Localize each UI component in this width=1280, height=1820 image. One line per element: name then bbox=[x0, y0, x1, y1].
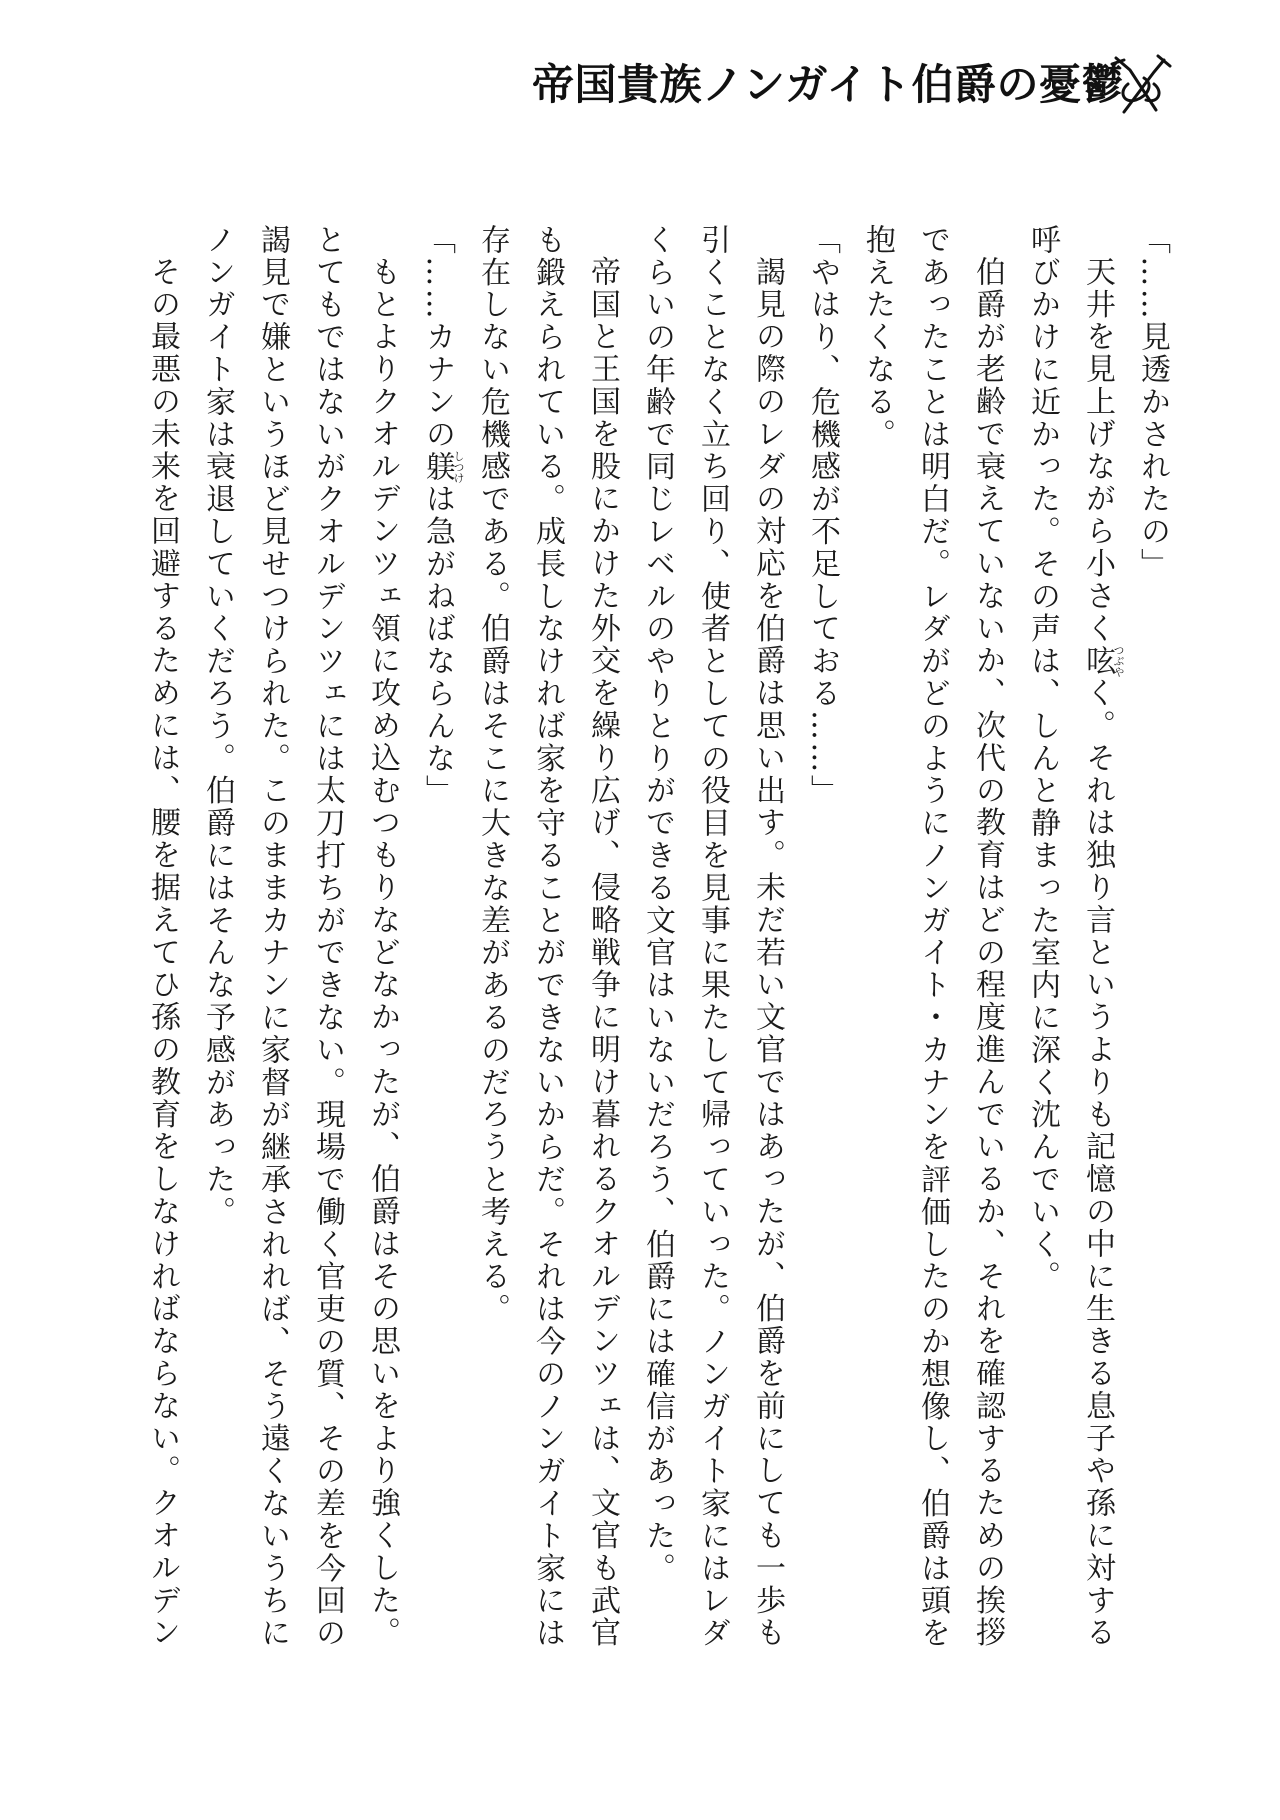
text-line: とてもではないがクオルデンツェには太刀打ちができない。現場で働く官吏の質、その差を今回の bbox=[310, 224, 345, 1650]
text-line: も鍛えられている。成長しなければ家を守ることができないからだ。それは今のノンガイト家には bbox=[530, 224, 565, 1650]
text-line: 帝国と王国を股にかけた外交を繰り広げ、侵略戦争に明け暮れるクオルデンツェは、文官も武官 bbox=[585, 256, 620, 1650]
text-line: 存在しない危機感である。伯爵はそこに大きな差があるのだろうと考える。 bbox=[475, 224, 510, 1326]
text-segment: は急がねばならんな」 bbox=[420, 483, 455, 808]
text-line: 謁見の際のレダの対応を伯爵は思い出す。未だ若い文官ではあったが、伯爵を前にしても一歩も bbox=[750, 256, 785, 1650]
ruby-text: つぶや bbox=[1112, 644, 1125, 678]
ruby-base: 呟 bbox=[1080, 644, 1115, 678]
text-line: であったことは明白だ。レダがどのようにノンガイト・カナンを評価したのか想像し、伯爵は頭を bbox=[915, 224, 950, 1650]
crossed-swords-ornament-icon bbox=[1110, 54, 1172, 116]
running-title: 帝国貴族ノンガイト伯爵の憂鬱 bbox=[532, 60, 1125, 109]
text-line: ノンガイト家は衰退していくだろう。伯爵にはそんな予感があった。 bbox=[200, 224, 235, 1229]
text-line bbox=[410, 224, 465, 1674]
text-line: 抱えたくなる。 bbox=[860, 224, 895, 451]
ruby-annotation bbox=[1080, 644, 1125, 678]
text-line: 伯爵が老齢で衰えていないか、次代の教育はどの程度進んでいるか、それを確認するための挨拶 bbox=[970, 256, 1005, 1650]
ruby-annotation bbox=[420, 450, 465, 484]
text-segment: 天井を見上げながら小さく bbox=[1080, 256, 1115, 646]
text-line bbox=[1070, 224, 1125, 1674]
text-line: 「……見透かされたの」 bbox=[1135, 224, 1170, 581]
text-segment: く。それは独り言というよりも記憶の中に生きる息子や孫に対する bbox=[1080, 677, 1115, 1650]
text-line: 引くことなく立ち回り、使者としての役目を見事に果たして帰っていった。ノンガイト家にはレダ bbox=[695, 224, 730, 1650]
vertical-body-text bbox=[135, 224, 1180, 1674]
text-segment: 「……カナンの bbox=[420, 224, 455, 451]
text-line: 謁見で嫌というほど見せつけられた。このままカナンに家督が継承されれば、そう遠くないうちに bbox=[255, 224, 290, 1650]
text-line: もとよりクオルデンツェ領に攻め込むつもりなどなかったが、伯爵はその思いをより強くした。 bbox=[365, 256, 400, 1650]
text-line: くらいの年齢で同じレベルのやりとりができる文官はいないだろう、伯爵には確信があった。 bbox=[640, 224, 675, 1585]
text-line: その最悪の未来を回避するためには、腰を据えてひ孫の教育をしなければならない。クオルデン bbox=[145, 256, 180, 1650]
ruby-base: 躾 bbox=[420, 450, 455, 484]
text-line: 呼びかけに近かった。その声は、しんと静まった室内に深く沈んでいく。 bbox=[1025, 224, 1060, 1294]
ruby-text: しつけ bbox=[452, 450, 465, 484]
text-line: 「やはり、危機感が不足しておる……」 bbox=[805, 224, 840, 808]
